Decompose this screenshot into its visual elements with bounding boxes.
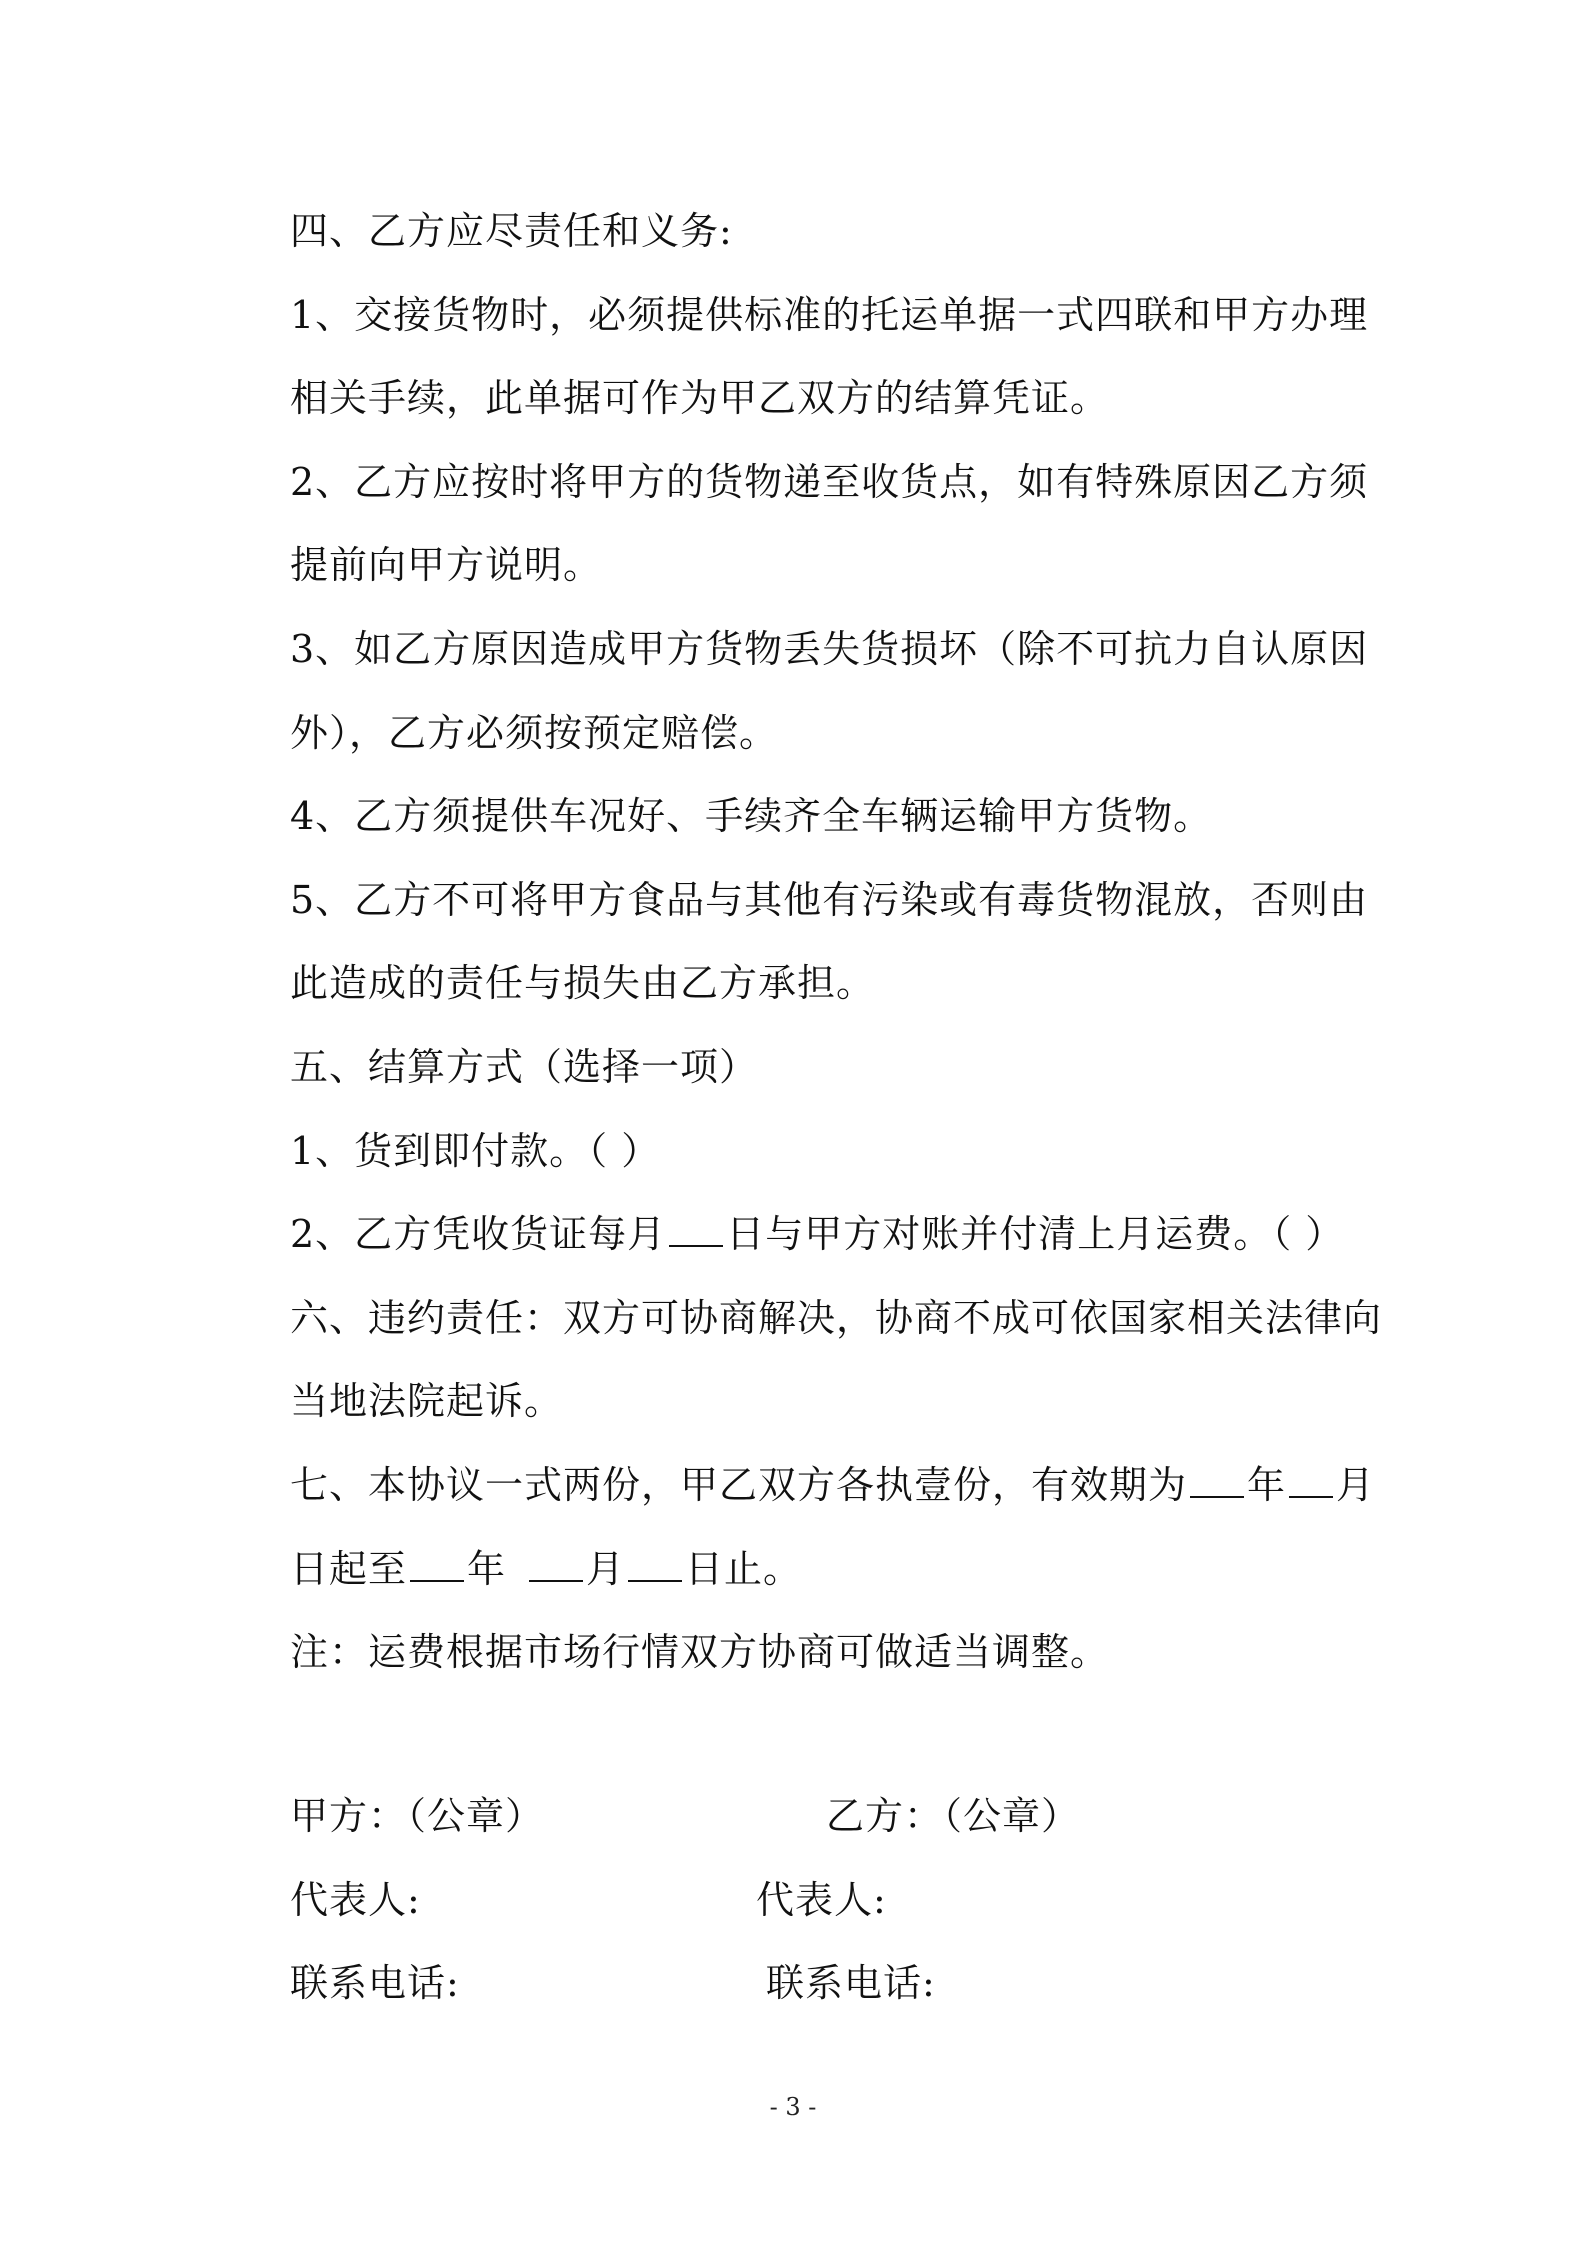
section-7-line-2-year: 年 (467, 1546, 507, 1591)
section-4-item-4: 4、乙方须提供车况好、手续齐全车辆运输甲方货物。 (290, 794, 1213, 839)
section-4-item-1-line-2: 相关手续，此单据可作为甲乙双方的结算凭证。 (290, 376, 1110, 421)
section-7-line-2-end: 日止。 (685, 1546, 803, 1591)
signature-row-phone (290, 1963, 1350, 2003)
section-7-line-2-month: 月 (586, 1546, 626, 1591)
start-month-blank[interactable] (1289, 1462, 1333, 1498)
section-5-item-2-prefix: 2、乙方凭收货证每月 (290, 1212, 667, 1257)
section-5-title: 五、结算方式（选择一项） (290, 1044, 759, 1089)
party-b-seal-label: 乙方：（公章） (826, 1794, 1081, 1838)
section-5-item-2 (290, 1193, 1350, 1277)
note-line: 注：运费根据市场行情双方协商可做适当调整。 (290, 1630, 1110, 1675)
end-day-blank[interactable] (628, 1546, 682, 1582)
contract-body (290, 190, 1383, 1695)
section-7-month-label: 月 (1336, 1462, 1376, 1507)
party-a-seal-label: 甲方：（公章） (290, 1794, 545, 1838)
section-6-line-1: 六、违约责任：双方可协商解决，协商不成可依国家相关法律向 (290, 1295, 1383, 1340)
section-4-item-1-line-1: 1、交接货物时，必须提供标准的托运单据一式四联和甲方办理 (290, 292, 1369, 337)
start-year-blank[interactable] (1190, 1462, 1244, 1498)
section-4-item-3-line-1: 3、如乙方原因造成甲方货物丢失货损坏（除不可抗力自认原因 (290, 626, 1369, 671)
section-5-item-2-suffix: 日与甲方对账并付清上月运费。（ ） (726, 1212, 1345, 1257)
section-6-line-2: 当地法院起诉。 (290, 1379, 564, 1424)
section-7-year-label: 年 (1247, 1462, 1287, 1507)
section-4-item-5-line-2: 此造成的责任与损失由乙方承担。 (290, 961, 876, 1006)
party-b-phone-label: 联系电话: (766, 1961, 936, 2005)
signature-row-seal (290, 1796, 1350, 1836)
section-5-item-1: 1、货到即付款。（ ） (290, 1128, 661, 1173)
party-a-phone-label: 联系电话: (290, 1961, 460, 2005)
section-4-title: 四、乙方应尽责任和义务: (290, 209, 733, 253)
section-4-item-2-line-2: 提前向甲方说明。 (290, 543, 603, 588)
day-blank[interactable] (669, 1211, 723, 1247)
party-b-representative-label: 代表人: (756, 1878, 887, 1922)
signature-row-representative (290, 1880, 1350, 1920)
section-7-prefix: 七、本协议一式两份，甲乙双方各执壹份，有效期为 (290, 1462, 1188, 1507)
section-4-item-3-line-2: 外），乙方必须按预定赔偿。 (290, 710, 779, 755)
party-a-representative-label: 代表人: (290, 1878, 421, 1922)
end-month-blank[interactable] (529, 1546, 583, 1582)
end-year-blank[interactable] (410, 1546, 464, 1582)
page-number: - 3 - (769, 2093, 817, 2121)
section-4-item-5-line-1: 5、乙方不可将甲方食品与其他有污染或有毒货物混放，否则由 (290, 877, 1369, 922)
section-7-line-1 (290, 1444, 1376, 1528)
section-7-line-2-start: 日起至 (290, 1546, 408, 1591)
section-7-line-2 (290, 1528, 1350, 1612)
section-4-item-2-line-1: 2、乙方应按时将甲方的货物递至收货点，如有特殊原因乙方须 (290, 459, 1369, 504)
